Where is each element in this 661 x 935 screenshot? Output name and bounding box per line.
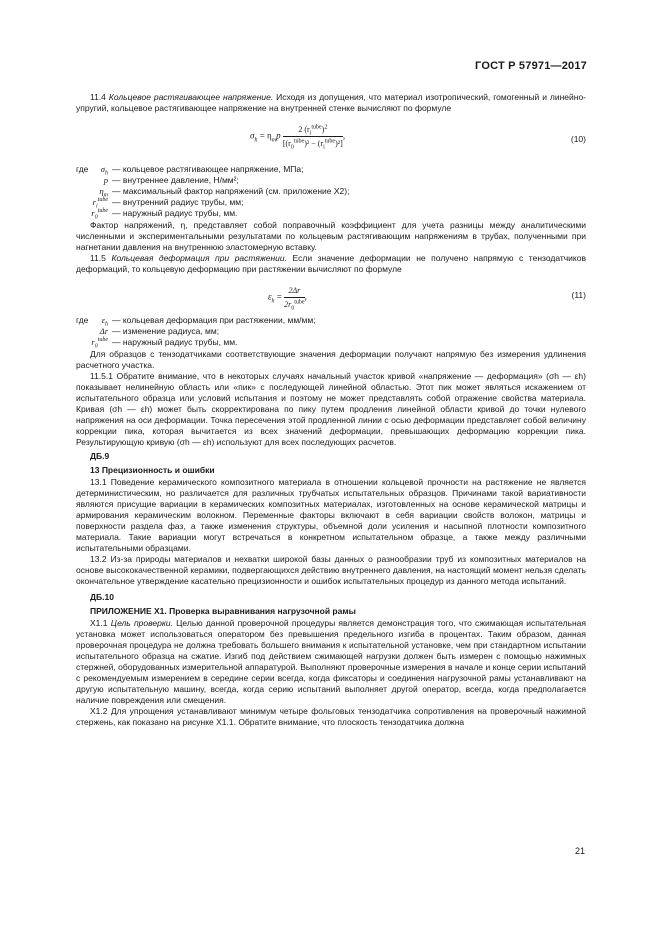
- legend-row: где $\sigma_h$ — кольцевое растягивающее напряжение, МПа;: [76, 164, 304, 177]
- section-marker-db10: ДБ.10: [90, 592, 114, 602]
- formula-number: (11): [571, 290, 586, 300]
- legend-row: $\eta_m$ — максимальный фактор напряжений (см. приложение Х2);: [99, 186, 350, 199]
- paragraph-11-5-1: 11.5.1 Обратите внимание, что в некоторых случаях начальный участок кривой «напряжение — деформация» (σh — εh) показывает нелинейную область или «пик» с последующей линейной областью. Этот пик может являться искажением от испытательного образца или условий испытания и поэтому не может представлять собой отражение свойства материала. Кривая (σh — εh) может быть скорректирована по пику путем продления линейной области кривой до точки нулевого напряжения на оси деформации. Точка пересечения этой продленной линии с осью деформации представляет собой величину коррекции пика, которая вычитается из всех значений деформации, превышающих деформацию коррекции пика. Результирующую кривую (σh — εh) используют для всех последующих расчетов.: [76, 371, 586, 447]
- section-marker-db9: ДБ.9: [90, 451, 110, 461]
- legend-row: где $\varepsilon_h$ — кольцевая деформация при растяжении, мм/мм;: [76, 315, 316, 328]
- paragraph-11-4: 11.4 Кольцевое растягивающее напряжение. Исходя из допущения, что материал изотропический, гомогенный и линейно-упругий, кольцевое растягивающее напряжение на внутренней стенке вычисляют по формуле: [76, 92, 587, 113]
- annex-heading: ПРИЛОЖЕНИЕ Х1. Проверка выравнивания нагрузочной рамы: [90, 606, 356, 616]
- paragraph-13-1: 13.1 Поведение керамического композитного материала в отношении кольцевой прочности на растяжение не является детерминистическим, но различается для различных трубчатых испытательных образцов. Причинами такой вариативности являются присущие вариации в керамических композитных материалах, изготовленных на основе керамической матрицы и армирования керамическим волокном. Переменные факторы включают в себя вариации свойств волокон, матрицы и поверхности раздела фаз, а также изменения структуры, объемной доли усиления и насыпной плотности композитного материала. Такие вариации могут встречаться в конкретном испытательном образце, а также между различными испытательными образцами.: [76, 477, 586, 553]
- paragraph-x1-1: Х1.1 Цель проверки. Целью данной проверочной процедуры является демонстрация того, что сжимающая испытательная установка может использоваться оператором без превышения предельного изгиба в процентах. Таким образом, данная проверочная процедура не должна требовать большего внимания к испытательной установке, чем при стандартном испытании испытательного образца на сжатие. Изгиб под действием сжимающей нагрузки должен быть измерен с помощью нажимных стержней, оборудованных измерительной аппаратурой. Выполняют проверочные измерения в начале и конце серии испытаний с рекомендуемым измерением в середине серии всегда, когда фиксаторы и соединения нагрузочной рамы устанавливают на другую испытательную машину, всегда, когда серию испытаний выполняет другой оператор, всегда, когда предполагается наличие повреждения или смещения.: [76, 618, 586, 705]
- paragraph-13-2: 13.2 Из-за природы материалов и нехватки широкой базы данных о разнообразии труб из композитных материалов на основе высококачественной керамики, подвергающихся действию внутреннего давления, на настоящий момент нельзя сделать окончательное утверждение касательно прецизионности и ошибок испытательных процедур из данного метода испытаний.: [76, 554, 586, 586]
- page-number: 21: [574, 846, 585, 856]
- legend-row: p — внутреннее давление, Н/мм²;: [103, 175, 239, 185]
- legend-row: $r_0^{tube}$ — наружный радиус трубы, мм.: [91, 208, 238, 221]
- legend-row: $r_0^{tube}$ — наружный радиус трубы, мм.: [91, 337, 238, 350]
- paragraph-strain-gauges: Для образцов с тензодатчиками соответствующие значения деформации получают напрямую без измерения удлинения расчетного участка.: [76, 349, 586, 370]
- legend-row: Δr — изменение радиуса, мм;: [99, 326, 220, 336]
- document-body: [76, 92, 586, 728]
- paragraph-stress-factor: Фактор напряжений, η, представляет собой поправочный коэффициент для учета разницы между аналитическими численными и экспериментальными результатами по кольцевым растягивающим напряжениям в трубах, полученными при нагнетании давления на внутреннюю эластомерную вставку.: [76, 220, 586, 252]
- paragraph-11-5: 11.5 Кольцевая деформация при растяжении. Если значение деформации не получено напрямую с тензодатчиков деформаций, то кольцевую деформацию при растяжении вычисляют по формуле: [76, 253, 586, 274]
- fraction: $\frac{2\Delta r}{2r_0^{tube}}$: [284, 286, 305, 312]
- formula-11: $\varepsilon_h$ = $\frac{2\Delta r}{2r_0^{tube}}$ , (11): [268, 286, 586, 312]
- section-heading-13: 13 Прецизионность и ошибки: [90, 465, 215, 475]
- legend-row: $r_i^{tube}$ — внутренний радиус трубы, мм;: [92, 197, 244, 210]
- standard-header: ГОСТ Р 57971—2017: [475, 60, 587, 72]
- section-title: Кольцевая деформация при растяжении.: [111, 253, 287, 263]
- section-title: Кольцевое растягивающее напряжение.: [108, 92, 274, 102]
- paragraph-x1-2: Х1.2 Для упрощения устанавливают минимум четыре фольговых тензодатчика сопротивления на проверочный нажимной стержень, как показано на рисунке Х1.1. Обратите внимание, что плоскость тензодатчика должна: [76, 706, 586, 727]
- section-title: Цель проверки.: [110, 618, 173, 628]
- formula-number: (10): [570, 134, 586, 144]
- legend-11: [76, 315, 586, 348]
- formula-10: $\sigma_h = \eta_mp$ $\frac{2 (r_i^{tube})^2}{[(r_0^{tube})^2 - (r_i^{tube})^2]}$ , (10): [250, 124, 586, 151]
- fraction: $\frac{2 (r_i^{tube})^2}{[(r_0^{tube})^2 - (r_i^{tube})^2]}$: [282, 124, 343, 151]
- legend-10: [76, 164, 586, 219]
